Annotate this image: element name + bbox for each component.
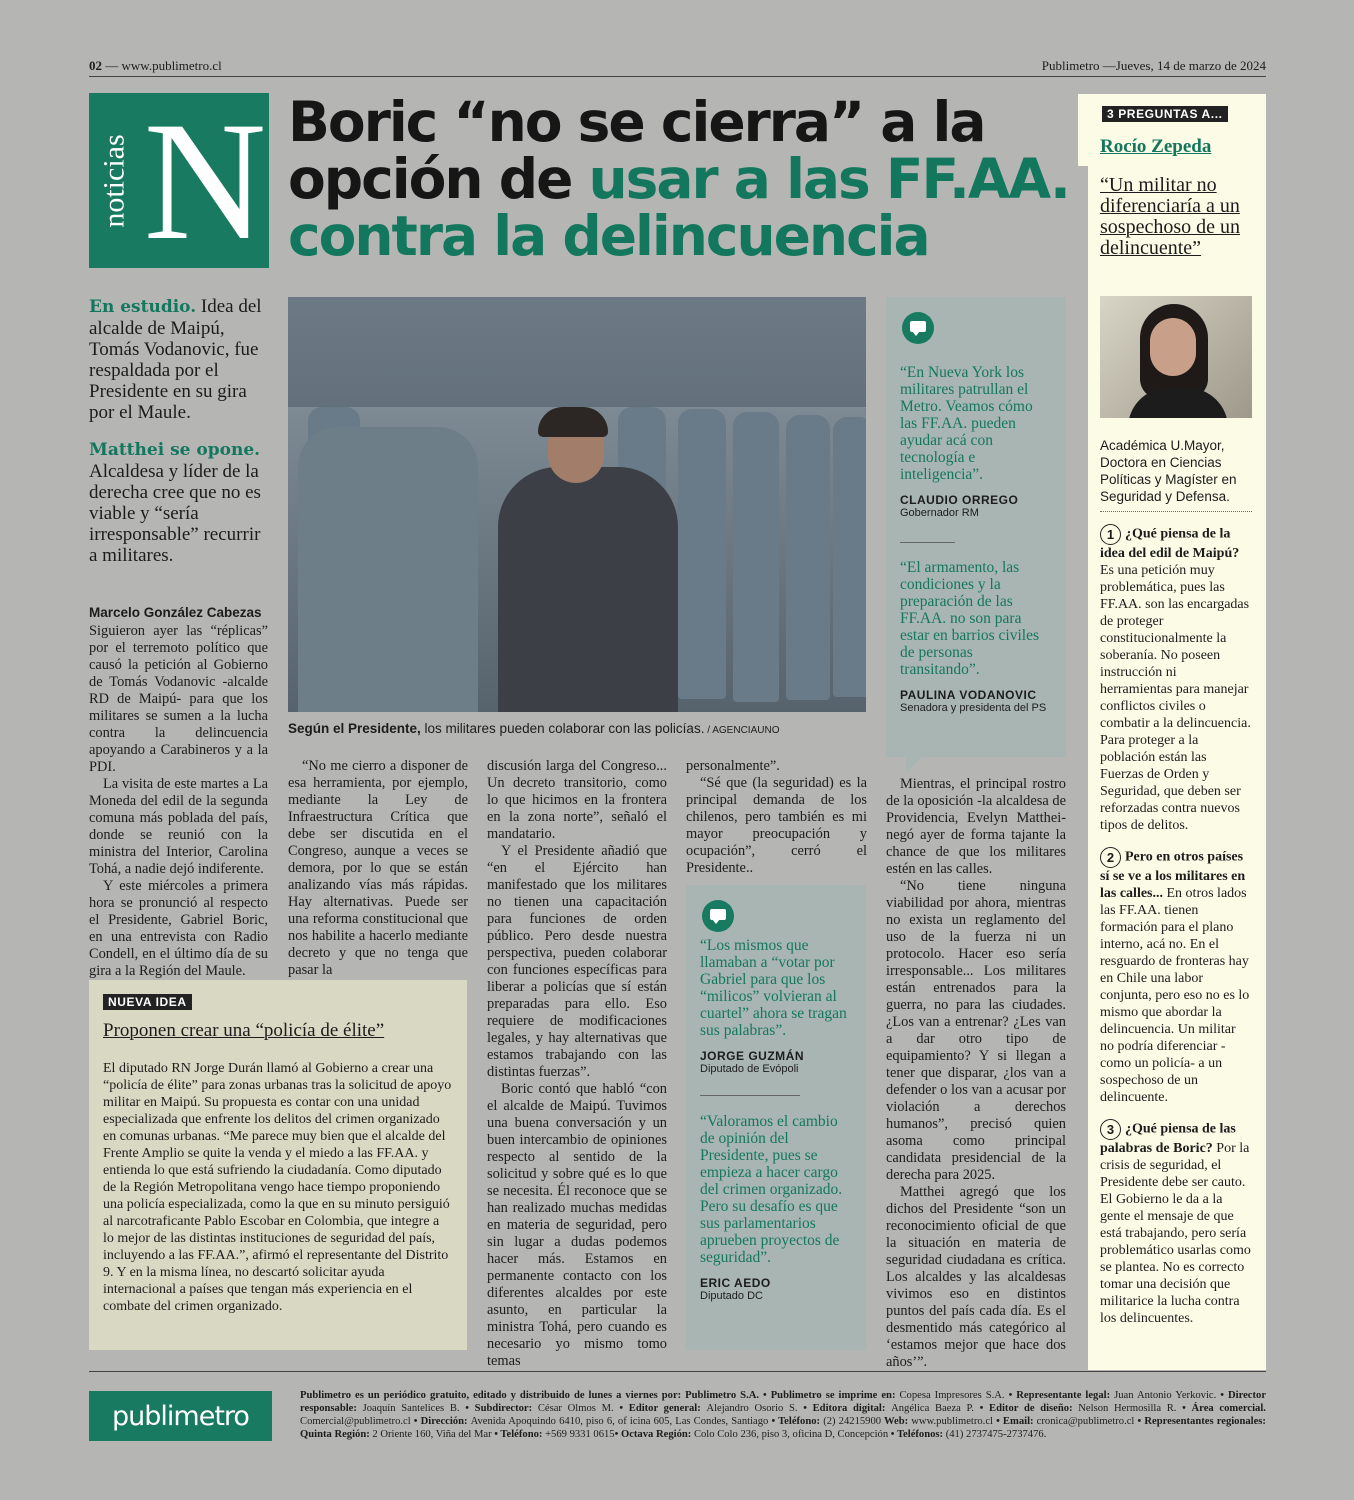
headline-part1: Boric “no se cierra” a la opción de [288, 90, 985, 211]
answer: Es una petición muy problemática, pues las FF.AA. son las encargadas de proteger constitucionalmente la soberanía. No poseen instrucción ni herramientas para manejar conflictos civiles o combatir a la delincuencia. Para proteger a la población están las Fuerzas de Orden y Seguridad, que deben ser reforzadas contra nuevos tipos de delitos. [1100, 563, 1251, 833]
footer-text: Alejandro Osorio S. [706, 1403, 798, 1414]
headline [288, 90, 1078, 268]
section-label: noticias [98, 133, 131, 228]
footer-text: (41) 2737475-2737476. [945, 1429, 1047, 1440]
footer-text: Avenida Apoquindo 6410, piso 6, of icina 605, Las Condes, Santiago [470, 1416, 769, 1427]
footer-text: • Editor general: [613, 1403, 707, 1414]
footer-text: Juan Antonio Yerkovic. [1114, 1390, 1217, 1401]
lead-2 [89, 440, 267, 566]
footer-rule [89, 1371, 1266, 1372]
footer-text: 2 Oriente 160, Viña del Mar [372, 1429, 492, 1440]
paragraph: La visita de este martes a La Moneda del edil de la segunda comuna más poblada del país, donde se reunió con la ministra del Interior, Carolina Tohá, a nadie dejó indiferente. [89, 776, 268, 877]
paragraph: Y este miércoles a primera hora se pronunció al respecto el Presidente, Gabriel Boric, en una entrevista con Radio Condell, en el último día de su gira a la Región del Maule. [89, 878, 268, 979]
caption-bold: Según el Presidente, [288, 721, 421, 736]
quote-divider [700, 1095, 800, 1096]
qa-1 [1100, 524, 1252, 834]
article-col-1 [89, 604, 268, 980]
lead-summary [89, 296, 267, 566]
photo-credit: / AGENCIAUNO [704, 725, 780, 736]
question: Pero en otros países sí se ve a los militares en las calles... [1100, 849, 1246, 901]
interviewee-bio: Académica U.Mayor, Doctora en Ciencias Políticas y Magíster en Seguridad y Defensa. [1100, 438, 1237, 504]
footer-text: • Octava Región: [614, 1429, 694, 1440]
footer-text: • Editora digital: [797, 1403, 892, 1414]
paragraph: discusión larga del Congreso... Un decreto transitorio, como lo que hicimos en la frontera en la zona norte”, señaló el mandatario. [487, 758, 667, 842]
footer-text: • Representante legal: [1004, 1390, 1115, 1401]
speech-bubble-icon [702, 900, 734, 932]
footer-email[interactable]: Comercial@publimetro.cl [300, 1416, 411, 1427]
article-col-3 [487, 758, 667, 1370]
footer-text: • Director responsable: [300, 1390, 1267, 1414]
new-idea-badge: NUEVA IDEA [103, 994, 192, 1010]
caption-text: los militares pueden colaborar con las policías. [420, 721, 705, 736]
question: ¿Qué piensa de la idea del edil de Maipú? [1100, 526, 1240, 561]
quote-role: Senadora y presidenta del PS [900, 702, 1047, 714]
page-number-site: 02 — www.publimetro.cl [89, 58, 222, 73]
article-col-4 [686, 758, 867, 877]
lead-2-title: Matthei se opone. [89, 440, 261, 460]
footer-text: Angélica Baeza P. [891, 1403, 974, 1414]
footer-text: +569 9331 0615 [545, 1429, 615, 1440]
question: ¿Qué piensa de las palabras de Boric? [1100, 1121, 1236, 1156]
quote-orrego [900, 364, 1052, 519]
interview-badge: 3 PREGUNTAS A... [1102, 106, 1228, 122]
article-col-2 [288, 758, 468, 979]
footer-text: • Teléfono: [491, 1429, 546, 1440]
main-photo [288, 297, 866, 712]
quote-text: “Los mismos que llamaban a “votar por Gabriel para que los “milicos” volvieran al cuartel” ahora se tragan sus palabras”. [700, 937, 847, 1039]
quote-name: ERIC AEDO [700, 1276, 771, 1290]
quote-text: “En Nueva York los militares patrullan el Metro. Veamos cómo las FF.AA. pueden ayudar acá con tecnología e inteligencia”. [900, 364, 1033, 483]
section-logo [89, 86, 269, 275]
quote-divider [900, 542, 955, 543]
new-idea-title: Proponen crear una “policía de élite” [103, 1020, 385, 1041]
quote-vodanovic [900, 559, 1052, 714]
question-number: 2 [1100, 847, 1121, 868]
quote-role: Diputado DC [700, 1290, 763, 1302]
footer-text: • Email: [992, 1416, 1037, 1427]
author-byline: Marcelo González Cabezas [89, 605, 262, 620]
paragraph: Siguieron ayer las “réplicas” por el terremoto político que causó la petición al Gobierno de Tomás Vodanovic -alcalde RD de Maipú- para que los militares se sumen a la lucha contra la delincuencia apoyando a Carabineros y a la PDI. [89, 623, 268, 775]
lead-1 [89, 296, 267, 423]
page-number: 02 [89, 58, 102, 73]
question-number: 3 [1100, 1119, 1121, 1140]
footer-text: Web: [881, 1416, 912, 1427]
quote-guzman [700, 937, 852, 1075]
footer-text: Nelson Hermosilla R. [1078, 1403, 1177, 1414]
new-idea-box [89, 980, 467, 1350]
paragraph: “No me cierro a disponer de esa herramienta, por ejemplo, mediante la Ley de Infraestructura Crítica que debe ser discutida en el Congreso, aunque a veces se demora, por lo que se están analizando vías más rápidas. Hay alternativas. Puede ser una reforma constitucional que nos habilite a hacerlo mediante decreto y que no tenga que pasar la [288, 758, 468, 978]
quote-box-tail [906, 757, 922, 773]
footer-text: Joaquín Santelices B. [362, 1403, 460, 1414]
footer-text: • Área comercial. [1176, 1403, 1266, 1414]
quote-name: CLAUDIO ORREGO [900, 493, 1019, 507]
footer-text: • Teléfonos: [888, 1429, 946, 1440]
publimetro-logo: publimetro [89, 1391, 272, 1441]
top-rule [89, 76, 1266, 77]
quote-name: JORGE GUZMÁN [700, 1049, 805, 1063]
quote-name: PAULINA VODANOVIC [900, 688, 1037, 702]
paragraph: Mientras, el principal rostro de la oposición -la alcaldesa de Providencia, Evelyn Matthei- negó ayer de forma tajante la chance de que los militares estén en las calles. [886, 776, 1066, 877]
quote-role: Gobernador RM [900, 507, 979, 519]
answer: En otros lados las FF.AA. tienen formación para el plano interno, acá no. En el resguardo de fronteras hay en Chile una labor conjunta, pero eso no es lo mismo que abordar la delincuencia. Un militar no podría diferenciar -como un policía- a un sospechoso de un delincuente. [1100, 886, 1250, 1105]
photo-caption [288, 721, 888, 736]
masthead-date: Publimetro —Jueves, 14 de marzo de 2024 [1041, 58, 1266, 73]
footer-text: Copesa Impresores S.A. [899, 1390, 1005, 1401]
lead-1-text: Idea del alcalde de Maipú, Tomás Vodanovic, fue respaldada por el Presidente en su gira por el Maule. [89, 296, 262, 423]
footer-web[interactable]: www.publimetro.cl [911, 1416, 993, 1427]
footer-text: • Dirección: [410, 1416, 471, 1427]
interviewee-photo [1100, 296, 1252, 418]
question-number: 1 [1100, 524, 1121, 545]
new-idea-text: El diputado RN Jorge Durán llamó al Gobierno a crear una “policía de élite” para zonas urbanas tras la solicitud de apoyo militar en Maipú. Su propuesta es contar con una unidad especializada que enfrente los delitos del crimen organizado en comunas urbanas. “Me parece muy bien que el alcalde del Frente Amplio se quite la venda y el miedo a las FF.AA. y entienda lo que está sufriendo la ciudadanía. Como diputado de la Región Metropolitana vengo hace tiempo proponiendo una policía especializada, como la que en su minuto persiguió al narcotraficante Pablo Escobar en Colombia, que integre a lo mejor de las distintas instituciones de seguridad del país, incluyendo a las FF.AA.”, afirmó el representante del Distrito 9. Y en la misma línea, no descartó solicitar ayuda internacional a países que tengan más experiencia en el combate del crimen organizado. [103, 1061, 452, 1314]
footer-text: • Editor de diseño: [973, 1403, 1079, 1414]
qa-2 [1100, 847, 1252, 1106]
answer: Por la crisis de seguridad, el Presidente debe ser cauto. El Gobierno le da a la gente el mensaje de que está trabajando, pero sería problemático usarlas como se plantea. No es correcto tomar una decisión que militarice la lucha contra los delincuentes. [1100, 1141, 1251, 1326]
footer-email[interactable]: cronica@publimetro.cl [1036, 1416, 1135, 1427]
speech-bubble-icon [902, 312, 934, 344]
footer-text: Publimetro es un periódico gratuito, editado y distribuido de lunes a viernes por: Publimetro S.A. • Publimetro se imprime en: [300, 1390, 900, 1401]
interview-quote: “Un militar no diferenciaría a un sospechoso de un delincuente” [1100, 174, 1240, 259]
footer-text: (2) 24215900 [823, 1416, 882, 1427]
footer-text: • Representantes regionales: Quinta Región: [300, 1416, 1266, 1440]
footer-credits [300, 1389, 1266, 1441]
site-url[interactable]: www.publimetro.cl [121, 58, 222, 73]
quote-role: Diputado de Evópoli [700, 1063, 799, 1075]
footer-text: Colo Colo 236, piso 3, oficina D, Concepción [693, 1429, 889, 1440]
paragraph: Y el Presidente añadió que “en el Ejército han manifestado que los militares no tienen una capacitación para funciones de orden público. Pero desde nuestra perspectiva, pueden colaborar con funciones específicas para liberar a policías que sí están preparadas para ello. Eso requiere de modificaciones legales, y hay alternativas que estamos trabajando con las distintas fuerzas”. [487, 843, 667, 1080]
paragraph: personalmente”. [686, 758, 780, 774]
quotes-box-bottom [686, 885, 866, 1350]
footer-text: César Olmos M. [537, 1403, 614, 1414]
paragraph: “No tiene ninguna viabilidad por ahora, mientras no exista un reglamento del uso de la fuerza ni un protocolo. Hacer eso sería irresponsable... Los militares están entrenados para la guerra, no para las ciudades. ¿Los van a entrenar? ¿Les van a dar otro tipo de equipamiento? Y si llegan a tener que disparar, ¿los van a defender o los van a acusar por violación a derechos humanos”, precisó quien asoma como principal candidata presidencial de la derecha para 2025. [886, 878, 1066, 1183]
interview-sidebar [1088, 94, 1266, 1370]
section-letter: N [143, 86, 267, 275]
quote-text: “El armamento, las condiciones y la preparación de las FF.AA. no son para estar en barrios civiles de personas transitando”. [900, 559, 1040, 678]
quotes-box-top [886, 297, 1066, 757]
headline-part2: usar a las FF.AA. contra la delincuencia [288, 147, 1069, 268]
footer-text: • Teléfono: [768, 1416, 824, 1427]
interviewee-name: Rocío Zepeda [1100, 136, 1212, 157]
lead-2-text: Alcaldesa y líder de la derecha cree que no es viable y “sería irresponsable” recurrir a militares. [89, 461, 261, 566]
quote-aedo [700, 1113, 852, 1302]
qa-3 [1100, 1119, 1252, 1327]
quote-text: “Valoramos el cambio de opinión del Presidente, pues se empieza a hacer cargo del crimen organizado. Pero su desafío es que sus parlamentarios aprueben proyectos de seguridad”. [700, 1113, 843, 1266]
article-col-5 [886, 776, 1066, 1371]
paragraph: Boric contó que habló “con el alcalde de Maipú. Tuvimos una buena conversación y un buen intercambio de opiniones respecto al sentido de la solicitud y sobre qué es lo que se necesita. Él reconoce que se han realizado muchas medidas en materia de seguridad, pero sin lugar a dudas podemos hacer más. Estamos en permanente contacto con los diferentes alcaldes por este asunto, en particular la ministra Tohá, pero cuando es necesario yo mismo tomo temas [487, 1081, 667, 1369]
paragraph: “Sé que (la seguridad) es la principal demanda de los chilenos, pero también es mi mayor preocupación y ocupación”, cerró el Presidente.. [686, 775, 867, 876]
footer-text: • Subdirector: [459, 1403, 538, 1414]
lead-1-title: En estudio. [89, 297, 197, 317]
paragraph: Matthei agregó que los dichos del Presidente “son un reconocimiento oficial de que la situación en materia de seguridad ciudadana es crítica. Los alcaldes y las alcaldesas vivimos eso en distintos puntos del país cada día. Es el desmentido más categórico al ‘estamos mejor que hace dos años’”. [886, 1184, 1066, 1370]
